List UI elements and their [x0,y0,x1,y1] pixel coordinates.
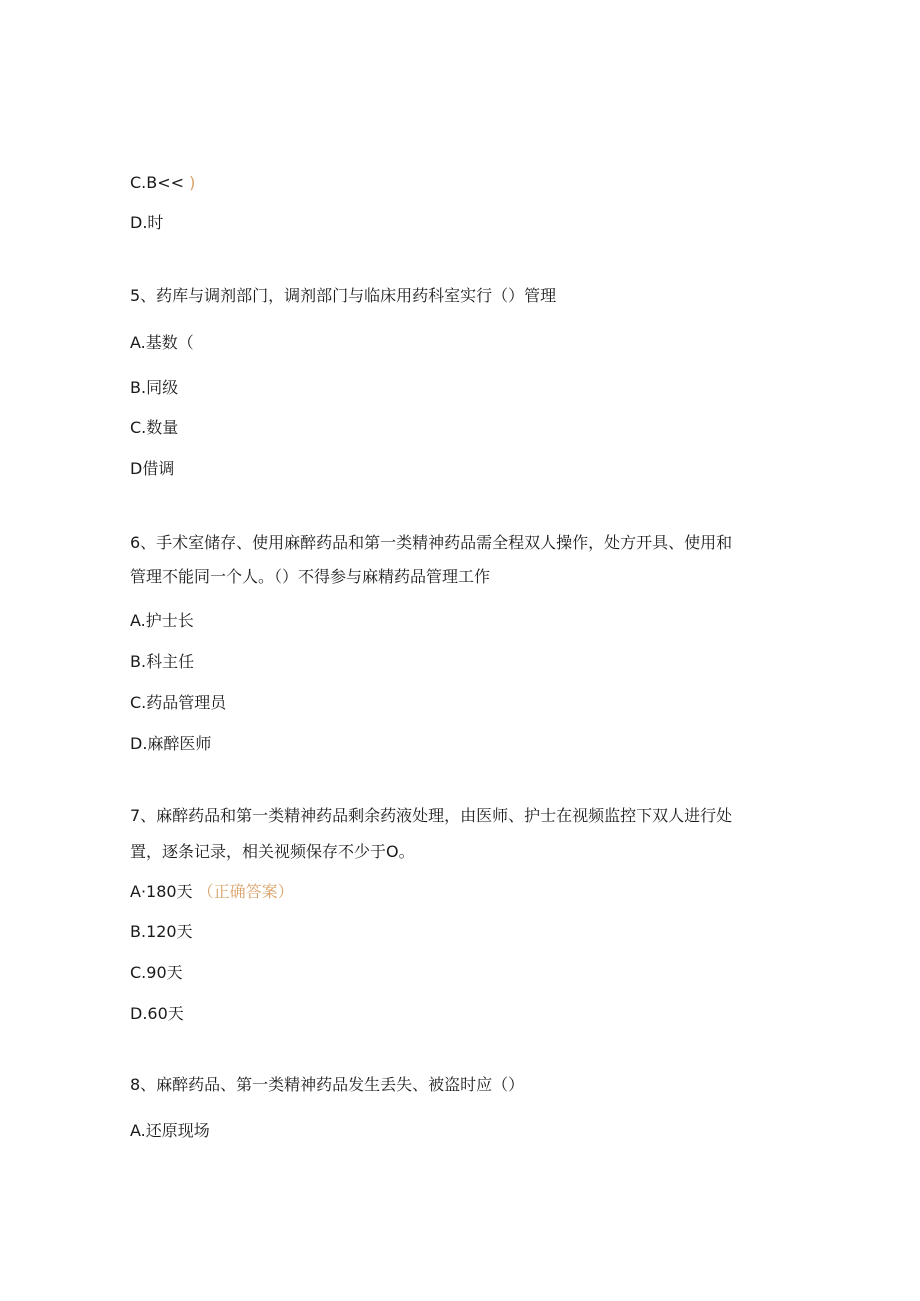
q5-stem: 5、药库与调剂部门，调剂部门与临床用药科室实行（）管理 [130,286,557,305]
q6-option-c: C.药品管理员 [130,693,227,712]
q6-option-d: D.麻醉医师 [130,734,212,753]
q5-option-c: C.数量 [130,418,179,437]
q5-option-d: D借调 [130,459,175,478]
q4-option-c [130,173,195,193]
q6-option-a: A.护士长 [130,611,194,630]
q7-correct-answer-mark: （正确答案） [197,882,294,901]
q7-option-a [130,882,294,902]
q6-option-b: B.科主任 [130,652,195,671]
q4-option-c-text: C.B<< [130,173,185,192]
q8-option-a: A.还原现场 [130,1121,210,1140]
q7-option-b: B.120天 [130,922,193,941]
q5-option-a: A.基数（ [130,333,194,352]
q6-stem-line-1: 6、手术室储存、使用麻醉药品和第一类精神药品需全程双人操作，处方开具、使用和 [130,533,733,552]
q8-stem: 8、麻醉药品、第一类精神药品发生丢失、被盗时应（） [130,1075,525,1094]
q7-option-a-text: A·180天 [130,882,193,901]
q4-option-d: D.时 [130,213,164,232]
q5-option-b: B.同级 [130,378,179,397]
q4-option-c-mark: ) [189,173,196,192]
q6-stem-line-2: 管理不能同一个人。（）不得参与麻精药品管理工作 [130,567,491,586]
q7-option-c: C.90天 [130,963,183,982]
q7-stem-line-2: 置，逐条记录，相关视频保存不少于O。 [130,842,415,861]
q7-stem-line-1: 7、麻醉药品和第一类精神药品剩余药液处理，由医师、护士在视频监控下双人进行处 [130,806,733,825]
q7-option-d: D.60天 [130,1004,184,1023]
